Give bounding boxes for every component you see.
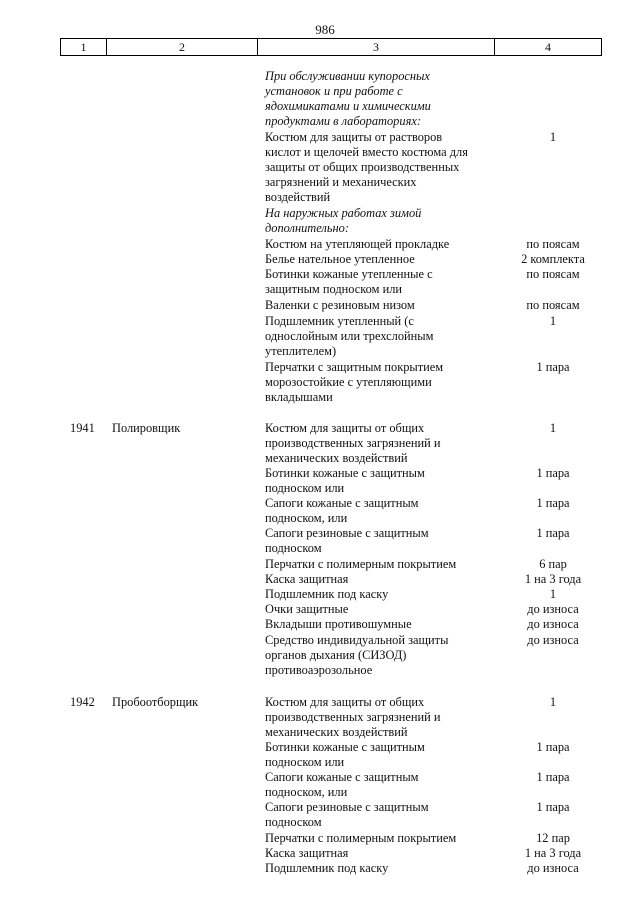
item-name: Валенки с резиновым низом	[265, 298, 415, 312]
item-name: кислот и щелочей вместо костюма для	[265, 145, 468, 159]
section-heading: дополнительно:	[265, 221, 349, 235]
item-name: воздействий	[265, 190, 331, 204]
item-quantity: 1 на 3 года	[524, 846, 582, 860]
item-name: противоаэрозольное	[265, 663, 373, 677]
item-quantity: 1 пара	[536, 770, 570, 784]
item-name: Костюм на утепляющей прокладке	[265, 237, 450, 251]
item-name: Перчатки с полимерным покрытием	[265, 831, 457, 845]
item-quantity: 6 пар	[539, 557, 567, 571]
item-name: производственных загрязнений и	[265, 436, 441, 450]
header-col-4: 4	[545, 40, 551, 54]
item-quantity: до износа	[527, 861, 579, 875]
item-name: утеплителем)	[265, 344, 337, 358]
item-quantity: 1 пара	[536, 740, 570, 754]
item-name: защиты от общих производственных	[265, 160, 460, 174]
item-name: производственных загрязнений и	[265, 710, 441, 724]
item-name: подноском, или	[265, 785, 348, 799]
item-quantity: до износа	[527, 602, 579, 616]
profession-name: Пробоотборщик	[112, 695, 199, 709]
item-quantity: 1	[549, 314, 557, 328]
item-quantity: 12 пар	[536, 831, 570, 845]
item-quantity: до износа	[527, 617, 579, 631]
item-name: Костюм для защиты от общих	[265, 421, 425, 435]
item-name: загрязнений и механических	[265, 175, 417, 189]
entry-number: 1941	[70, 421, 95, 435]
section-heading: При обслуживании купоросных	[265, 69, 430, 83]
section-heading: На наружных работах зимой	[265, 206, 422, 220]
header-col-3: 3	[373, 40, 379, 54]
section-heading: установок и при работе с	[265, 84, 403, 98]
item-name: Вкладыши противошумные	[265, 617, 412, 631]
item-name: подноском	[265, 815, 322, 829]
item-name: подноском или	[265, 755, 345, 769]
item-name: Белье нательное утепленное	[265, 252, 415, 266]
item-name: Каска защитная	[265, 846, 349, 860]
item-name: однослойным или трехслойным	[265, 329, 434, 343]
section-heading: ядохимикатами и химическими	[265, 99, 431, 113]
item-name: Сапоги резиновые с защитным	[265, 526, 429, 540]
item-name: Сапоги резиновые с защитным	[265, 800, 429, 814]
item-name: морозостойкие с утепляющими	[265, 375, 432, 389]
item-name: Перчатки с защитным покрытием	[265, 360, 444, 374]
item-name: подноском или	[265, 481, 345, 495]
item-quantity: 1	[549, 587, 557, 601]
item-name: Средство индивидуальной защиты	[265, 633, 449, 647]
item-name: механических воздействий	[265, 451, 408, 465]
item-name: вкладышами	[265, 390, 333, 404]
item-quantity: 1	[549, 421, 557, 435]
item-quantity: 1 пара	[536, 800, 570, 814]
item-quantity: до износа	[527, 633, 579, 647]
item-name: подноском	[265, 541, 322, 555]
item-name: Подшлемник под каску	[265, 587, 389, 601]
item-name: Ботинки кожаные с защитным	[265, 740, 425, 754]
item-quantity: 1 пара	[536, 360, 570, 374]
item-name: Сапоги кожаные с защитным	[265, 770, 419, 784]
table-header	[60, 38, 602, 56]
entry-number: 1942	[70, 695, 95, 709]
header-col-2: 2	[179, 40, 185, 54]
item-name: механических воздействий	[265, 725, 408, 739]
item-quantity: 2 комплекта	[521, 252, 585, 266]
item-quantity: по поясам	[526, 267, 580, 281]
page-number: 986	[315, 22, 335, 37]
item-name: Подшлемник под каску	[265, 861, 389, 875]
item-name: защитным подноском или	[265, 282, 403, 296]
item-name: Очки защитные	[265, 602, 349, 616]
item-quantity: 1 пара	[536, 466, 570, 480]
item-quantity: 1 пара	[536, 496, 570, 510]
section-heading: продуктами в лабораториях:	[265, 114, 421, 128]
item-name: Сапоги кожаные с защитным	[265, 496, 419, 510]
profession-name: Полировщик	[112, 421, 181, 435]
item-name: подноском, или	[265, 511, 348, 525]
item-name: Ботинки кожаные утепленные с	[265, 267, 433, 281]
item-name: Костюм для защиты от растворов	[265, 130, 443, 144]
item-quantity: по поясам	[526, 237, 580, 251]
item-quantity: 1	[549, 130, 557, 144]
item-name: Ботинки кожаные с защитным	[265, 466, 425, 480]
item-name: Перчатки с полимерным покрытием	[265, 557, 457, 571]
header-col-1: 1	[80, 40, 87, 54]
item-quantity: по поясам	[526, 298, 580, 312]
item-quantity: 1 пара	[536, 526, 570, 540]
item-name: Костюм для защиты от общих	[265, 695, 425, 709]
item-quantity: 1	[549, 695, 557, 709]
item-quantity: 1 на 3 года	[524, 572, 582, 586]
item-name: Каска защитная	[265, 572, 349, 586]
item-name: Подшлемник утепленный (с	[265, 314, 414, 328]
item-name: органов дыхания (СИЗОД)	[265, 648, 407, 662]
